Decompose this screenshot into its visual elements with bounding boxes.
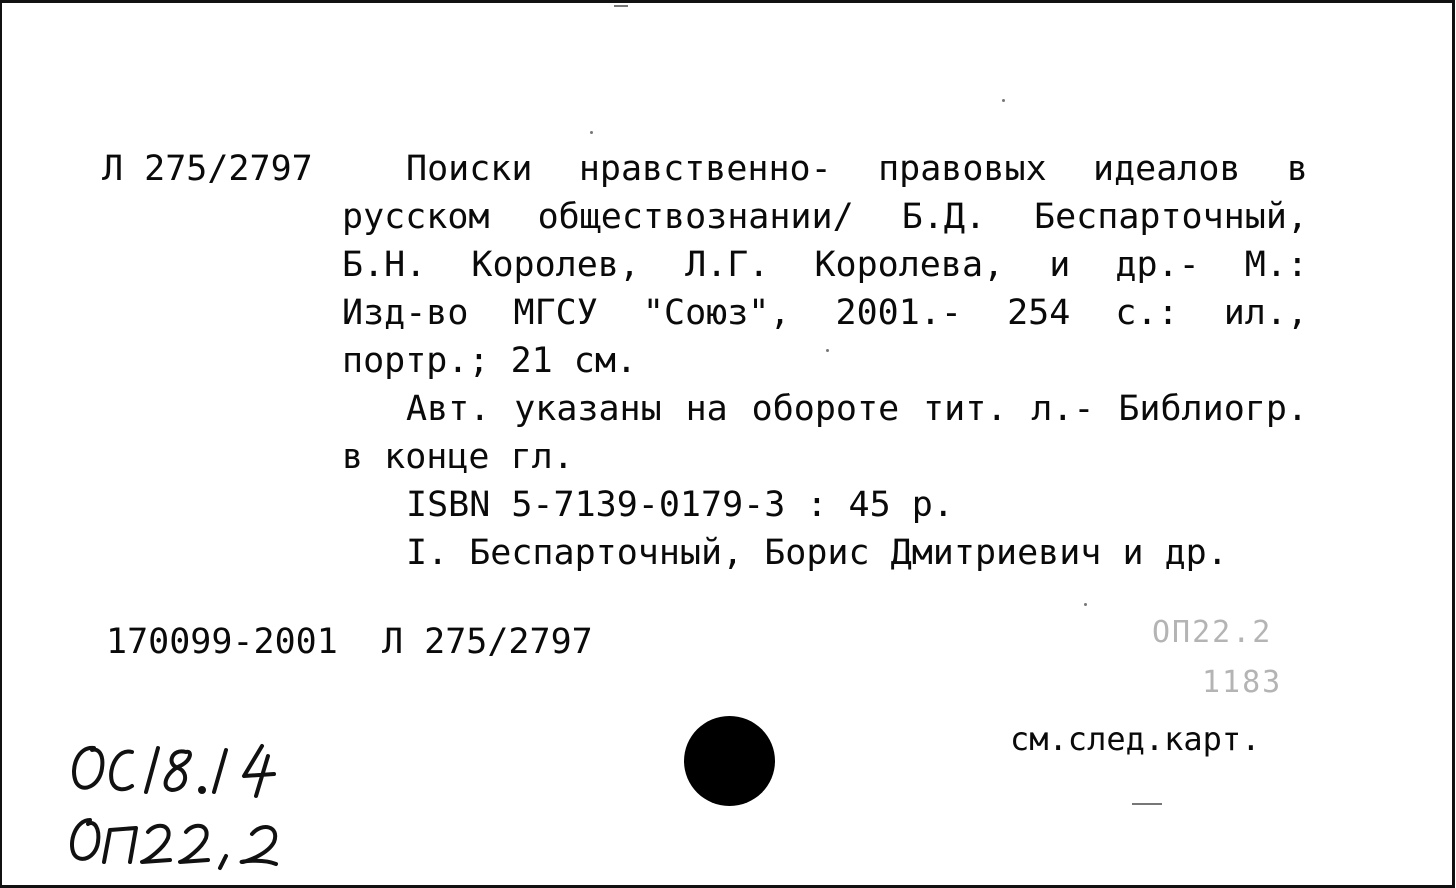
faded-stamp-line-2: 1183 xyxy=(1202,665,1283,700)
entry-word: Королев, xyxy=(471,245,640,285)
entry-word: обществознании/ xyxy=(537,197,854,237)
note-word: тит. xyxy=(923,389,1008,429)
note-word: обороте xyxy=(751,389,900,429)
note-word: л.- xyxy=(1031,389,1095,429)
entry-word: др.- xyxy=(1115,245,1200,285)
entry-word: нравственно- xyxy=(578,149,832,189)
entry-word: М.: xyxy=(1244,245,1308,285)
entry-word: Поиски xyxy=(406,149,533,189)
entry-word: Изд-во xyxy=(342,293,469,333)
entry-word: Беспарточный, xyxy=(1034,197,1308,237)
call-number: Л 275/2797 xyxy=(102,149,313,189)
entry-word: ил., xyxy=(1223,293,1308,333)
record-id: 170099-2001 xyxy=(106,622,338,662)
entry-word: правовых xyxy=(878,149,1047,189)
punched-hole xyxy=(684,716,775,806)
entry-line-1 xyxy=(406,145,1308,193)
note-line-2: в конце гл. xyxy=(342,437,574,477)
note-word: Авт. xyxy=(406,389,491,429)
note-line-1 xyxy=(406,385,1308,433)
note-word: указаны xyxy=(514,389,662,429)
note-word: Библиогр. xyxy=(1118,389,1308,429)
entry-word: 254 xyxy=(1007,293,1071,333)
entry-word: идеалов xyxy=(1093,149,1241,189)
added-entry: I. Беспарточный, Борис Дмитриевич и др. xyxy=(406,533,1228,573)
footer-call-number: Л 275/2797 xyxy=(382,622,593,662)
entry-line-4 xyxy=(342,289,1308,337)
note-word: на xyxy=(685,389,728,429)
see-next-card: см.след.карт. xyxy=(1010,720,1261,758)
entry-word: и xyxy=(1049,245,1071,285)
entry-word: Б.Д. xyxy=(901,197,986,237)
isbn-line: ISBN 5-7139-0179-3 : 45 р. xyxy=(406,485,954,525)
faded-stamp-line-1: ОП22.2 xyxy=(1152,615,1273,650)
entry-word: в xyxy=(1286,149,1308,189)
entry-word: МГСУ xyxy=(513,293,598,333)
entry-word: Б.Н. xyxy=(342,245,427,285)
handwritten-shelf-marks xyxy=(62,738,322,878)
entry-word: "Союз", xyxy=(642,293,791,333)
physical-description: портр.; 21 см. xyxy=(342,341,638,381)
entry-word: 2001.- xyxy=(835,293,962,333)
entry-line-2 xyxy=(342,193,1308,241)
entry-word: с.: xyxy=(1115,293,1179,333)
entry-word: русском xyxy=(342,197,490,237)
entry-line-3 xyxy=(342,241,1308,289)
entry-word: Л.Г. xyxy=(685,245,770,285)
entry-word: Королева, xyxy=(814,245,1005,285)
